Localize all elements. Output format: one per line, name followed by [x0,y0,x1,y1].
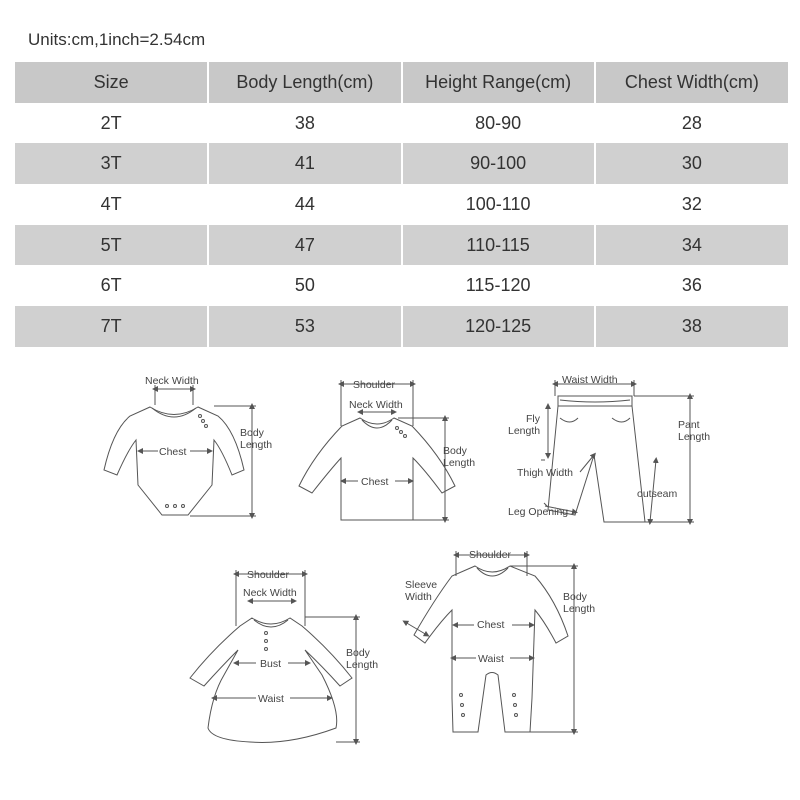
cell-chest-width: 36 [595,265,788,306]
pants-pant-length-label-2: Length [678,431,711,443]
pants-fly-length-label-2: Length [508,425,541,437]
header-body-length: Body Length(cm) [208,62,401,103]
cell-chest-width: 28 [595,103,788,144]
header-chest-width: Chest Width(cm) [595,62,788,103]
cell-size: 4T [100,193,122,214]
header-height-range: Height Range(cm) [402,62,595,103]
pants-waist-width-label: Waist Width [562,374,618,386]
cell-height-range: 80-90 [402,103,595,144]
bodysuit-body-length-label-1: Body [240,427,264,439]
cell-size: 7T [15,306,208,347]
shirt-body-length-label-2: Length [443,457,476,469]
cell-height-range: 110-115 [402,225,595,266]
table-row [15,143,788,184]
cell-body-length: 41 [208,143,401,184]
cell-chest-width: 32 [595,184,788,225]
shirt-body-length-label-1: Body [443,445,467,457]
shirt-chest-label: Chest [361,476,389,488]
cell-size: 3T [15,143,208,184]
romper-sleeve-width-label-1: Sleeve [405,579,438,591]
shirt-neck-width-label: Neck Width [349,399,403,411]
dress-body-length-label-1: Body [346,647,370,659]
romper-shoulder-label: Shoulder [469,549,512,561]
pants-pant-length-label-1: Pant [678,419,700,431]
units-note: Units:cm,1inch=2.54cm [28,30,206,49]
pants-thigh-width-label: Thigh Width [517,467,574,479]
cell-body-length: 50 [208,265,401,306]
bodysuit-neck-width-label: Neck Width [145,375,199,387]
pants-diagram [541,380,694,522]
cell-chest-width: 38 [595,306,788,347]
cell-size: 6T [100,275,122,296]
shirt-shoulder-label: Shoulder [353,379,396,391]
cell-body-length: 53 [208,306,401,347]
header-size: Size [15,62,208,103]
romper-chest-label: Chest [477,619,505,631]
table-row [15,265,788,306]
pants-leg-opening-label: Leg Opening [508,506,569,518]
romper-body-length-label-1: Body [563,591,587,603]
bodysuit-body-length-label-2: Length [240,439,273,451]
pants-outseam-label: outseam [637,488,678,500]
table-row [15,184,788,225]
cell-height-range: 90-100 [402,143,595,184]
size-chart-table [15,62,788,347]
cell-height-range: 120-125 [402,306,595,347]
cell-size: 2T [100,112,122,133]
cell-height-range: 115-120 [402,265,595,306]
dress-bust-label: Bust [260,658,282,670]
table-row [15,306,788,347]
cell-body-length: 38 [208,103,401,144]
table-row [15,103,788,144]
romper-body-length-label-2: Length [563,603,596,615]
dress-shoulder-label: Shoulder [247,569,290,581]
cell-height-range: 100-110 [402,184,595,225]
dress-neck-width-label: Neck Width [243,587,297,599]
cell-chest-width: 30 [595,143,788,184]
romper-sleeve-width-label-2: Width [405,591,432,603]
romper-waist-label: Waist [478,653,504,665]
bodysuit-chest-label: Chest [159,446,187,458]
dress-body-length-label-2: Length [346,659,379,671]
cell-chest-width: 34 [595,225,788,266]
table-row [15,225,788,266]
cell-body-length: 44 [208,184,401,225]
pants-fly-length-label-1: Fly [526,413,540,425]
measurement-diagrams [0,360,800,800]
table-header-row [15,62,788,103]
dress-waist-label: Waist [258,693,284,705]
cell-size: 5T [15,225,208,266]
cell-body-length: 47 [208,225,401,266]
